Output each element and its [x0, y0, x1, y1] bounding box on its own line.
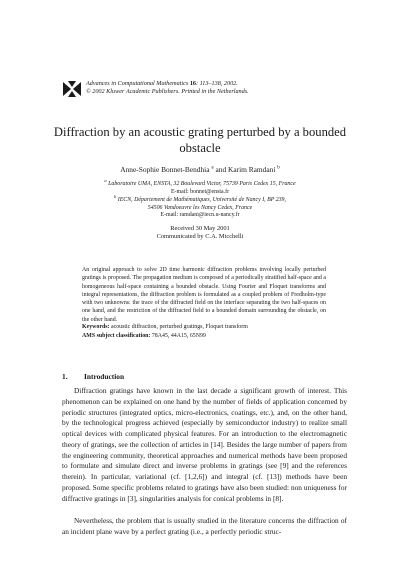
kluwer-logo-icon	[62, 80, 82, 98]
section-heading	[62, 372, 124, 381]
abstract: An original approach to solve 2D time harmonic diffraction problems involving locally perturbed gratings is proposed. The propagation medium is composed of a periodically stratified half-space and a homogeneous half-space containing a bounded obstacle. Using Fourier and Floquet transforms and integral representations, the diffraction problem is formulated as a coupled problem of Fredholm-type with two unknowns: the trace of the diffracted field on the interface separating the two half-spaces on one hand, and the restriction of the diffracted field to a bounded domain surrounding the obstacle, on the other hand.	[82, 267, 326, 323]
affiliation-b	[60, 193, 340, 220]
paragraph-2-text: Nevertheless, the problem that is usually studied in the literature concerns the diffraction of an incident plane wave by a perfect grating (i.e., a perfectly periodic struc-	[62, 516, 347, 536]
ams-text: 78A45, 44A15, 65N99	[150, 333, 206, 339]
affiliation-b-address: IECN, Département de Mathématiques, Université de Nancy I, BP 239,	[116, 196, 286, 203]
section-title: Introduction	[84, 372, 125, 381]
author-b: and Karim Ramdani	[213, 165, 278, 174]
affiliation-a-email: E-mail: bonnet@ensta.fr	[170, 188, 230, 195]
affiliation-b-email: E-mail: ramdani@iecn.u-nancy.fr	[160, 212, 240, 219]
journal-pages: : 113–138, 2002.	[196, 80, 238, 87]
received-date: Received 30 May 2001	[170, 225, 230, 232]
journal-copyright: © 2002 Kluwer Academic Publishers. Printed in the Netherlands.	[86, 88, 249, 95]
author-list	[40, 165, 360, 174]
received-info	[40, 225, 360, 241]
section-number: 1.	[62, 372, 68, 381]
affiliation-b-address2: 54506 Vandoeuvre les Nancy Cedex, France	[147, 204, 253, 211]
keywords-label: Keywords:	[82, 324, 110, 330]
author-b-sup: b	[277, 165, 280, 171]
affiliation-a-address: Laboratoire UMA, ENSTA, 32 Boulevard Victor, 75739 Paris Cedex 15, France	[106, 180, 296, 187]
ams-label: AMS subject classification:	[82, 333, 151, 339]
journal-name: Advances in Computational Mathematics	[86, 80, 189, 87]
journal-volume: 16	[189, 80, 196, 87]
paper-title: Diffraction by an acoustic grating perturbed by a bounded obstacle	[53, 125, 347, 155]
communicated-by: Communicated by C.A. Micchelli	[156, 233, 244, 240]
keywords-text: acoustic diffraction, perturbed gratings, Floquet transform	[109, 324, 248, 330]
keywords	[82, 323, 326, 331]
affiliation-a-sup: a	[104, 178, 107, 183]
author-a-sup: a	[211, 165, 214, 171]
journal-citation	[86, 80, 249, 96]
affiliation-b-sup: b	[114, 194, 117, 199]
body-paragraph-2	[62, 516, 347, 538]
author-a: Anne-Sophie Bonnet-Bendhia	[120, 165, 210, 174]
ams-classification	[82, 332, 326, 340]
body-paragraph-1	[62, 386, 347, 504]
paragraph-1-text: Diffraction gratings have known in the last decade a significant growth of interest. This phenomenon can be explained on one hand by the number of fields of application concerned by periodic structures (integrated optics, micro-electronics, coatings, etc.), and, on the other hand, by the technological progress achieved (especially by semiconductor industry) to realize small optical devices with complicated physical features. For an introduction to the electromagnetic theory of gratings, see the collection of articles in [14]. Besides the large number of papers from the engineering community, theoretical approaches and numerical methods have been proposed to formulate and simulate direct and inverse problems in gratings (see [9] and the references therein). In particular, variational (cf. [1,2,6]) and integral (cf. [13]) methods have been proposed. Some specific problems related to gratings have also been studied: non uniqueness for diffractive gratings in [3], singularities analysis for conical problems in [8].	[62, 386, 347, 503]
